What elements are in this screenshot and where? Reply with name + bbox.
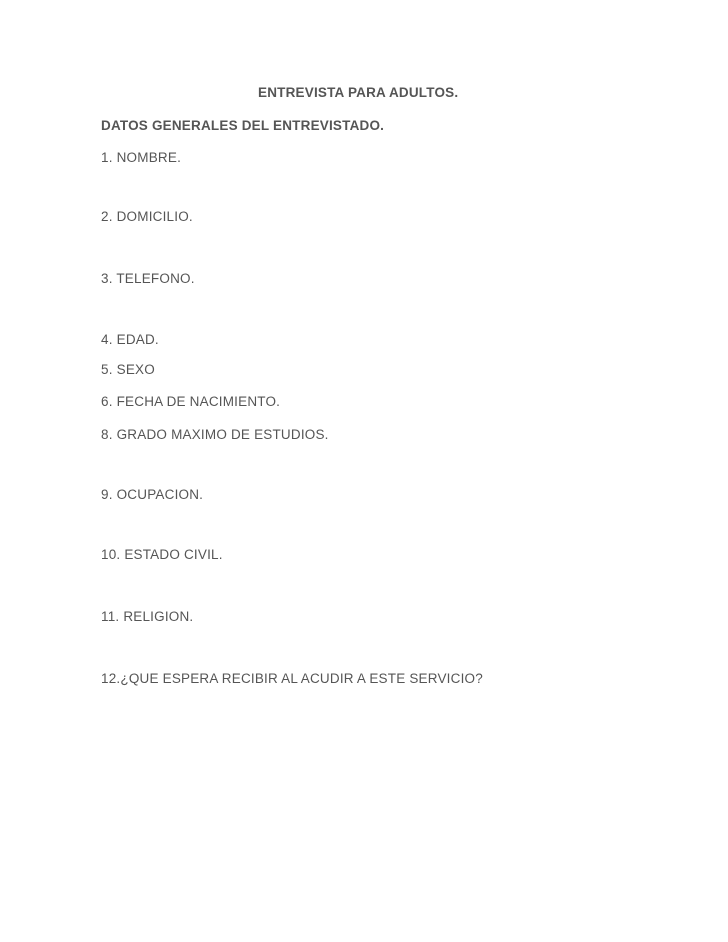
document-title: ENTREVISTA PARA ADULTOS.: [258, 85, 459, 100]
question-item: 2. DOMICILIO.: [101, 209, 193, 224]
question-item: 1. NOMBRE.: [101, 150, 182, 165]
question-item: 10. ESTADO CIVIL.: [101, 547, 223, 562]
section-heading: DATOS GENERALES DEL ENTREVISTADO.: [101, 118, 385, 133]
question-item: 4. EDAD.: [101, 332, 159, 347]
question-item: 8. GRADO MAXIMO DE ESTUDIOS.: [101, 427, 329, 442]
question-item: 5. SEXO: [101, 362, 155, 377]
question-item: 3. TELEFONO.: [101, 271, 195, 286]
question-item: 11. RELIGION.: [101, 609, 194, 624]
question-item: 12.¿QUE ESPERA RECIBIR AL ACUDIR A ESTE SERVICIO?: [101, 671, 483, 686]
question-item: 6. FECHA DE NACIMIENTO.: [101, 394, 281, 409]
question-item: 9. OCUPACION.: [101, 487, 204, 502]
